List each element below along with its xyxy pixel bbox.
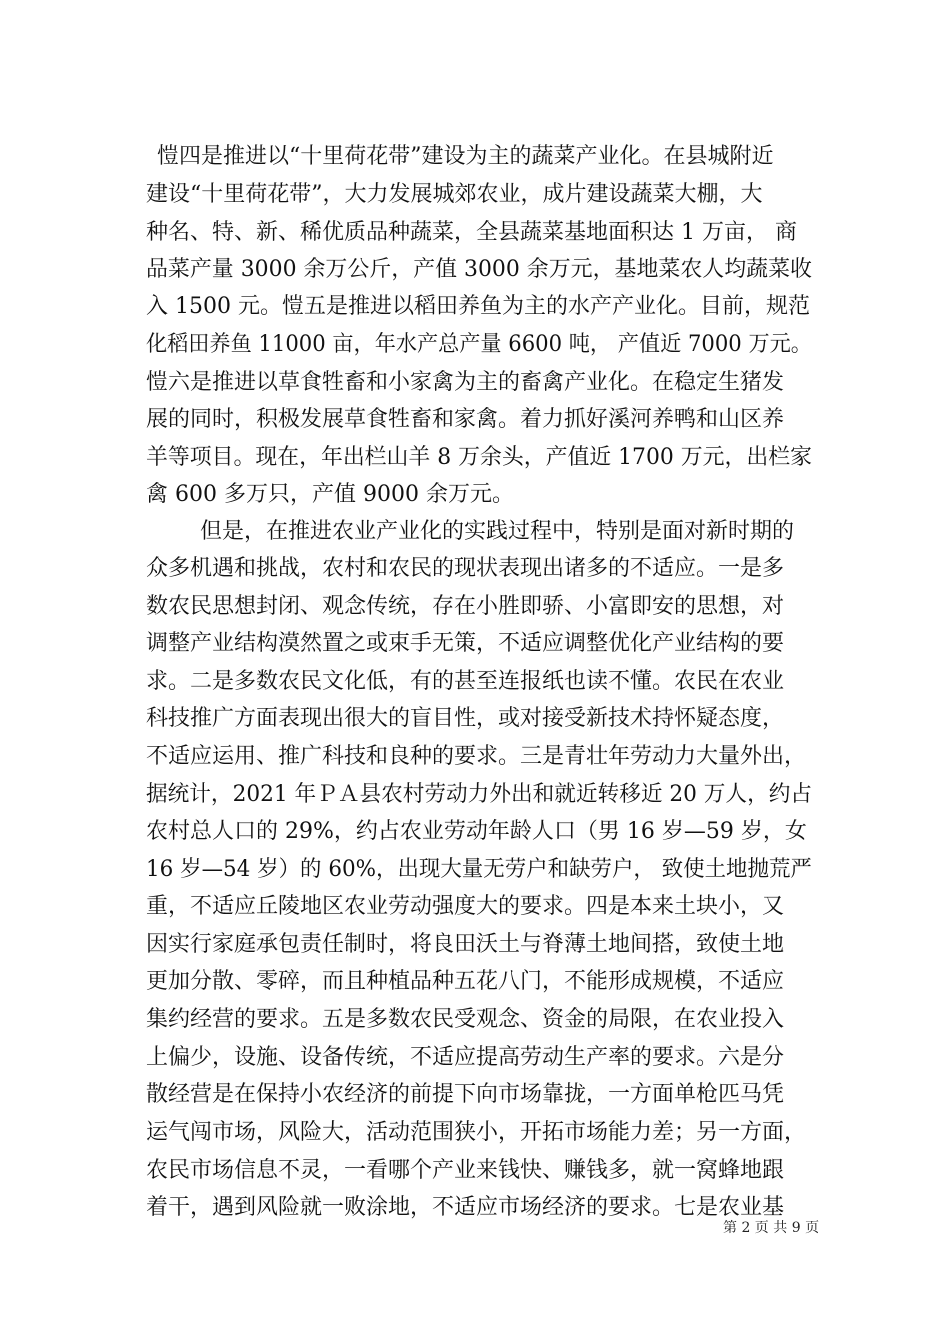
text-line: 据统计，2021 年ＰＡ县农村劳动力外出和就近转移近 20 万人，约占 — [146, 782, 813, 807]
text-line: 农村总人口的 29%，约占农业劳动年龄人口（男 16 岁—59 岁，女 — [146, 819, 807, 844]
text-line: 16 岁—54 岁）的 60%，出现大量无劳户和缺劳户， 致使土地抛荒严 — [146, 857, 812, 882]
text-line: 着干，遇到风险就一败涂地，不适应市场经济的要求。七是农业基 — [146, 1195, 785, 1220]
text-line: 运气闯市场，风险大，活动范围狭小，开拓市场能力差；另一方面， — [146, 1120, 807, 1145]
text-line: 上偏少，设施、设备传统，不适应提高劳动生产率的要求。六是分 — [146, 1045, 785, 1070]
text-line: 更加分散、零碎，而且种植品种五花八门，不能形成规模，不适应 — [146, 969, 785, 994]
text-line: 因实行家庭承包责任制时，将良田沃土与脊薄土地间搭，致使土地 — [146, 932, 785, 957]
text-line: 求。二是多数农民文化低，有的甚至连报纸也读不懂。农民在农业 — [146, 669, 785, 694]
text-line: 不适应运用、推广科技和良种的要求。三是青壮年劳动力大量外出， — [146, 744, 807, 769]
text-line: 禽 600 多万只，产值 9000 余万元。 — [146, 482, 514, 507]
text-line: 羊等项目。现在，年出栏山羊 8 万余头，产值近 1700 万元，出栏家 — [146, 445, 812, 470]
page-number-footer: 第 2 页 共 9 页 — [723, 1220, 820, 1236]
text-line: 种名、特、新、稀优质品种蔬菜，全县蔬菜基地面积达 1 万亩， 商 — [146, 220, 797, 245]
text-line: 数农民思想封闭、观念传统，存在小胜即骄、小富即安的思想，对 — [146, 594, 785, 619]
text-line: 建设“十里荷花带”，大力发展城郊农业，成片建设蔬菜大棚，大 — [146, 182, 763, 207]
text-line: 展的同时，积极发展草食牲畜和家禽。着力抓好溪河养鸭和山区养 — [146, 407, 785, 432]
text-line: 化稻田养鱼 11000 亩，年水产总产量 6600 吨， 产值近 7000 万元。 — [146, 332, 812, 357]
text-line: 愷六是推进以草食牲畜和小家禽为主的畜禽产业化。在稳定生猪发 — [146, 370, 785, 395]
text-line: 散经营是在保持小农经济的前提下向市场靠拢，一方面单枪匹马凭 — [146, 1082, 785, 1107]
text-line: 入 1500 元。愷五是推进以稻田养鱼为主的水产产业化。目前，规范 — [146, 294, 810, 319]
text-line: 集约经营的要求。五是多数农民受观念、资金的局限，在农业投入 — [146, 1007, 785, 1032]
text-line: 愷四是推进以“十里荷花带”建设为主的蔬菜产业化。在县城附近 — [157, 144, 774, 169]
text-line: 但是，在推进农业产业化的实践过程中，特别是面对新时期的 — [200, 519, 795, 544]
text-line: 众多机遇和挑战，农村和农民的现状表现出诸多的不适应。一是多 — [146, 556, 785, 581]
text-line: 科技推广方面表现出很大的盲目性，或对接受新技术持怀疑态度， — [146, 706, 785, 731]
text-line: 调整产业结构漠然置之或束手无策，不适应调整优化产业结构的要 — [146, 631, 785, 656]
text-line: 品菜产量 3000 余万公斤，产值 3000 余万元，基地菜农人均蔬菜收 — [146, 257, 812, 282]
text-line: 农民市场信息不灵，一看哪个产业来钱快、赚钱多，就一窝蜂地跟 — [146, 1158, 785, 1183]
text-line: 重，不适应丘陵地区农业劳动强度大的要求。四是本来土块小，又 — [146, 894, 785, 919]
